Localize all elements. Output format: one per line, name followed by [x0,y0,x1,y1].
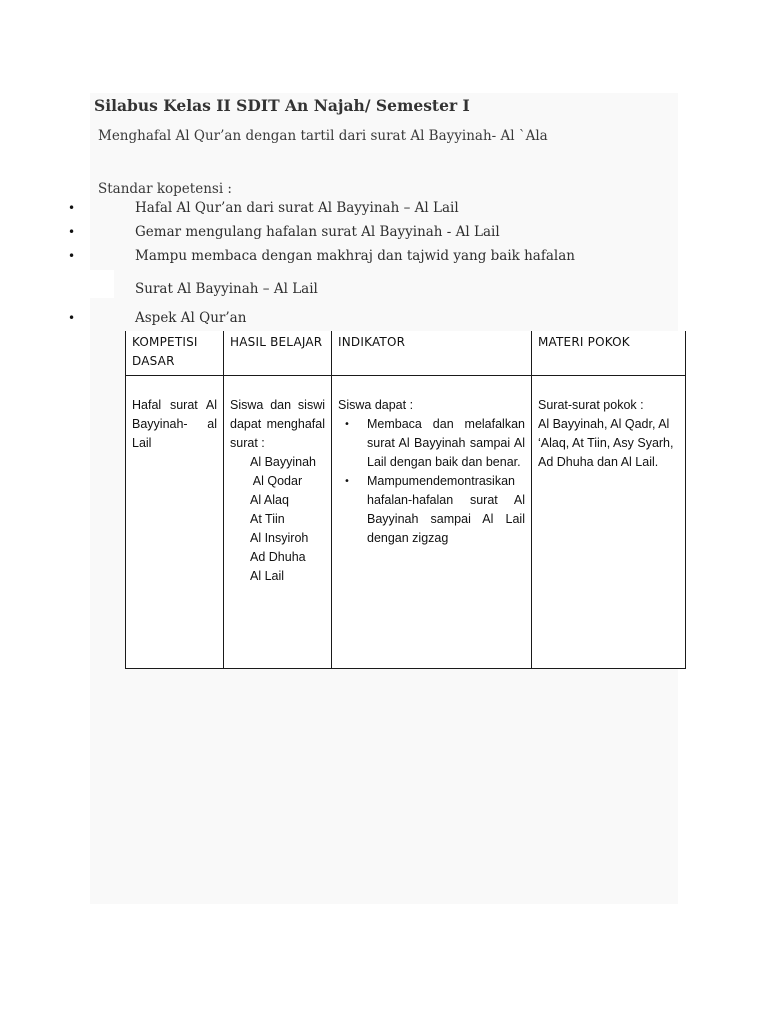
bullet-text: Aspek Al Qur’an [135,310,247,326]
cell-indikator [332,376,532,669]
materi-intro-text: Surat-surat pokok : [538,398,644,412]
syllabus-table [125,331,686,669]
cell-kompetensi-dasar [126,376,224,669]
kompetensi-text: Hafal surat Al Bayyinah- al Lail [132,398,217,450]
document-title: Silabus Kelas II SDIT An Najah/ Semester I [94,96,470,115]
bullet-item-aspek [0,308,768,328]
bullet-text: Hafal Al Qur’an dari surat Al Bayyinah – Al Lail [135,200,459,216]
list-item: Al Alaq [250,493,289,507]
standard-competency-heading: Standar kopetensi : [98,181,232,197]
bullet-item [0,198,768,218]
bullet-icon: • [68,225,76,239]
list-item: Al Bayyinah [250,455,317,469]
list-item: Ad Dhuha [250,550,306,564]
bullet-icon: • [344,476,350,487]
list-item [338,415,525,472]
page-background-notch [90,270,114,298]
header-hasil-belajar: HASIL BELAJAR [224,331,332,376]
header-indikator: INDIKATOR [332,331,532,376]
bullet-icon: • [68,311,76,325]
indikator-item-text: Membaca dan melafalkan surat Al Bayyinah sampai Al Lail dengan baik dan benar. [367,417,525,469]
bullet-text: Mampu membaca dengan makhraj dan tajwid yang baik hafalan [135,248,575,264]
indikator-list [338,415,525,548]
bullet-icon: • [68,201,76,215]
table-row [126,376,686,669]
list-item: Al Qodar [250,474,303,488]
indikator-item-text: Mampumendemontrasikan hafalan-hafalan surat Al Bayyinah sampai Al Lail dengan zigzag [367,474,525,545]
table-header-row [126,331,686,376]
document-subtitle: Menghafal Al Qur’an dengan tartil dari surat Al Bayyinah- Al `Ala [98,128,548,144]
list-item [338,472,525,548]
bullet-item [0,222,768,242]
header-materi-pokok: MATERI POKOK [532,331,686,376]
list-item: Al Insyiroh [250,531,309,545]
surah-list [230,453,325,586]
bullet-text: Gemar mengulang hafalan surat Al Bayyinah - Al Lail [135,224,500,240]
list-item: At Tiin [250,512,285,526]
materi-text: Al Bayyinah, Al Qadr, Al ‘Alaq, At Tiin, Asy Syarh, Ad Dhuha dan Al Lail. [538,417,674,469]
bullet-continuation-text: Surat Al Bayyinah – Al Lail [135,281,318,297]
header-kompetensi-dasar: KOMPETISI DASAR [126,331,224,376]
bullet-item [0,246,768,266]
cell-hasil-belajar [224,376,332,669]
hasil-intro-text: Siswa dan siswi dapat menghafal surat : [230,398,325,450]
list-item: Al Lail [250,569,285,583]
cell-materi-pokok [532,376,686,669]
bullet-icon: • [344,419,350,430]
indikator-intro-text: Siswa dapat : [338,398,414,412]
bullet-icon: • [68,249,76,263]
